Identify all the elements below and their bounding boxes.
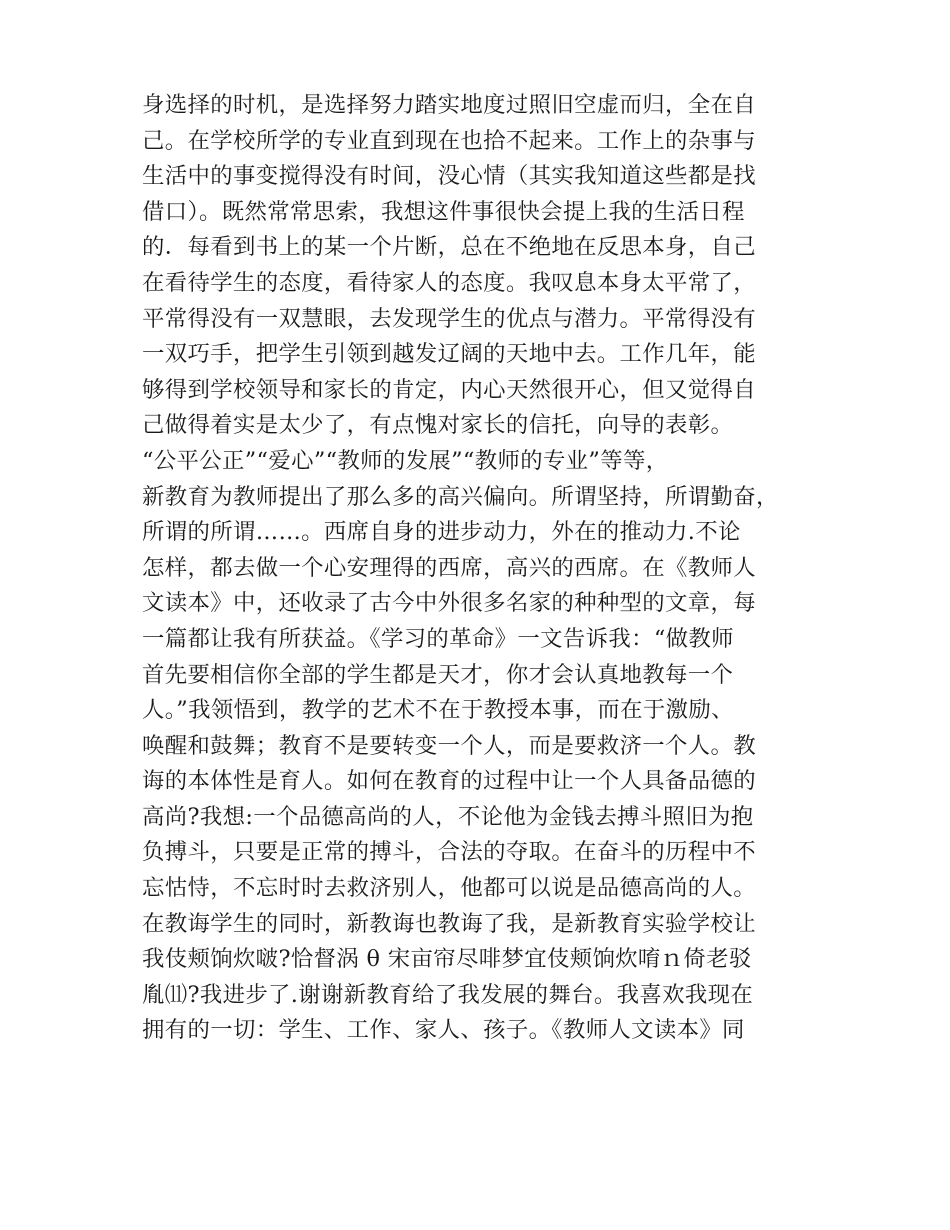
text-line: 借口）。既然常常思索，我想这件事很快会提上我的生活日程: [142, 198, 745, 225]
text-line: 生活中的事变搅得没有时间，没心情（其实我知道这些都是找: [142, 163, 756, 190]
body-text: [142, 88, 822, 1049]
text-line: 胤⑾?我进步了.谢谢新教育给了我发展的舞台。我喜欢我现在: [142, 981, 754, 1008]
text-line: 唤醒和鼓舞；教育不是要转变一个人，而是要救济一个人。教: [142, 732, 756, 759]
text-line: 人。”我领悟到，教学的艺术不在于教授本事，而在于激励、: [142, 697, 734, 724]
text-line: 我伎颊饷炊啵?恰督涡 θ 宋亩帘尽啡梦宜伎颊饷炊唷ｎ倚老驳: [142, 946, 752, 973]
text-line: 一篇都让我有所获益。《学习的革命》一文告诉我：“做教师: [142, 625, 734, 652]
text-line: 所谓的所谓……。西席自身的进步动力，外在的推动力.不论: [142, 519, 741, 546]
text-line: 在教诲学生的同时，新教诲也教诲了我，是新教育实验学校让: [142, 910, 756, 937]
text-line: “公平公正”“爱心”“教师的发展”“教师的专业”等等，: [142, 447, 669, 474]
text-line: 己。在学校所学的专业直到现在也拾不起来。工作上的杂事与: [142, 127, 756, 154]
text-line: 拥有的一切：学生、工作、家人、孩子。《教师人文读本》同: [142, 1017, 745, 1044]
text-line: 够得到学校领导和家长的肯定，内心天然很开心，但又觉得自: [142, 376, 756, 403]
text-line: 高尚?我想:一个品德高尚的人，不论他为金钱去搏斗照旧为抱: [142, 803, 754, 830]
text-line: 忘怙恃，不忘时时去救济别人，他都可以说是品德高尚的人。: [142, 875, 756, 902]
text-line: 新教育为教师提出了那么多的高兴偏向。所谓坚持，所谓勤奋，: [142, 483, 779, 510]
text-line: 怎样，都去做一个心安理得的西席，高兴的西席。在《教师人: [142, 554, 756, 581]
text-line: 在看待学生的态度，看待家人的态度。我叹息本身太平常了，: [142, 269, 756, 296]
text-line: 诲的本体性是育人。如何在教育的过程中让一个人具备品德的: [142, 768, 756, 795]
text-line: 负搏斗，只要是正常的搏斗，合法的夺取。在奋斗的历程中不: [142, 839, 756, 866]
text-line: 首先要相信你全部的学生都是天才，你才会认真地教每一个: [142, 661, 734, 688]
text-line: 的．每看到书上的某一个片断，总在不绝地在反思本身，自己: [142, 234, 756, 261]
text-line: 己做得着实是太少了，有点愧对家长的信托，向导的表彰。: [142, 412, 734, 439]
text-line: 平常得没有一双慧眼，去发现学生的优点与潜力。平常得没有: [142, 305, 756, 332]
text-line: 文读本》中，还收录了古今中外很多名家的种种型的文章，每: [142, 590, 756, 617]
text-line: 一双巧手，把学生引领到越发辽阔的天地中去。工作几年，能: [142, 341, 756, 368]
text-line: 身选择的时机，是选择努力踏实地度过照旧空虚而归，全在自: [142, 92, 756, 118]
